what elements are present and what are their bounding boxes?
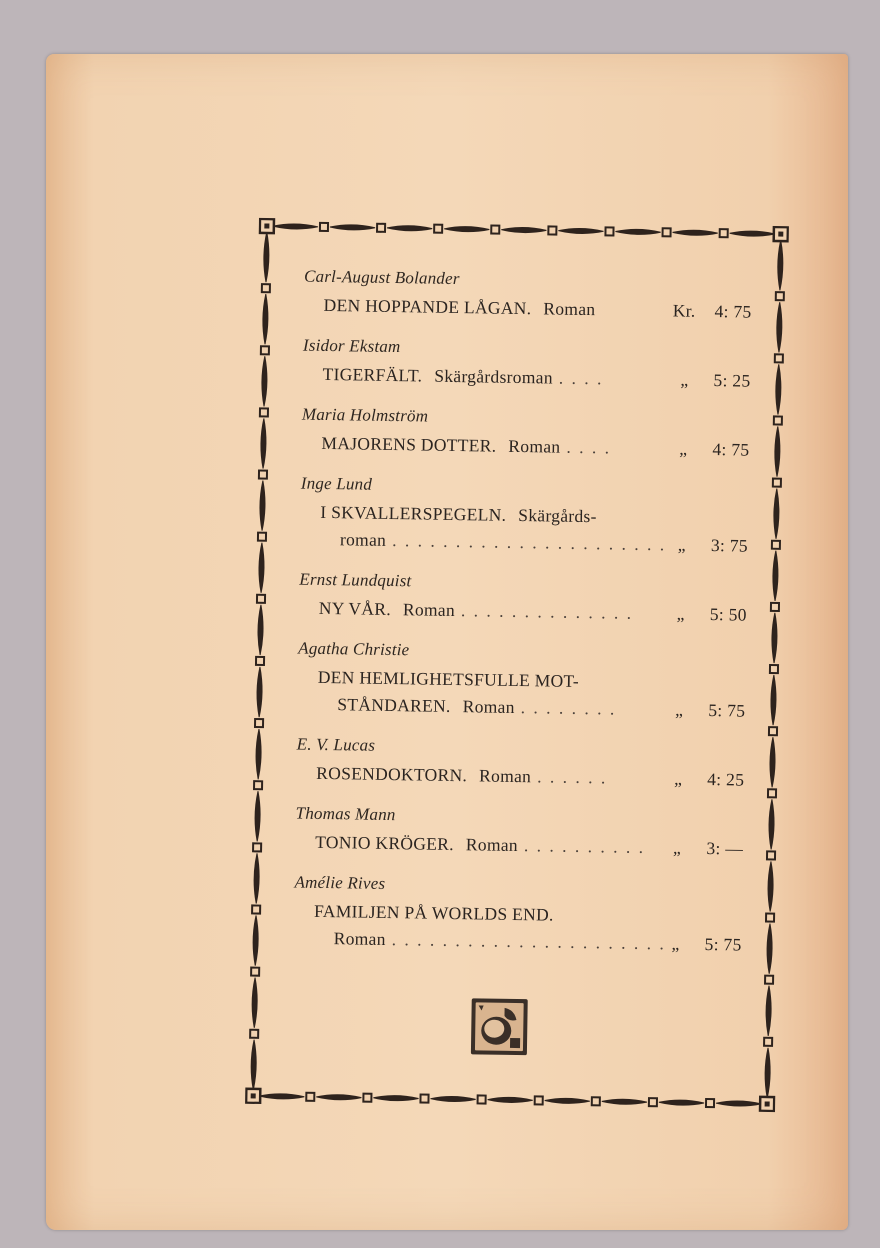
ditto-mark: „: [674, 768, 683, 789]
catalog-list: [293, 267, 752, 976]
ornamental-frame: [245, 218, 789, 1112]
leader-dots: . . . .: [566, 436, 612, 458]
catalog-entry: [302, 336, 751, 392]
catalog-entry: [303, 267, 752, 323]
ditto-mark: „: [672, 837, 682, 858]
book-genre: Roman: [465, 834, 519, 856]
catalog-entry: [296, 735, 745, 791]
book-price: 3: 75: [710, 535, 749, 556]
leader-dots: . . . . . . . . . . . . . . . . . . . . . .: [391, 929, 666, 954]
book-title: TIGERFÄLT.: [322, 363, 423, 386]
author-name: Agatha Christie: [298, 638, 410, 660]
book-title: TONIO KRÖGER.: [315, 831, 455, 855]
book-genre: Roman: [402, 599, 456, 621]
book-genre: Skärgårds-: [518, 505, 597, 527]
publisher-emblem-icon: [470, 997, 529, 1056]
author-name: Ernst Lundquist: [299, 569, 412, 591]
book-price: 4: 75: [712, 439, 750, 460]
leader-dots: . . . . . . . .: [520, 697, 617, 719]
book-title: ROSENDOKTORN.: [316, 762, 468, 786]
leader-dots: . . . . . . . . . . . . . . . . . . . . . .: [392, 530, 667, 555]
author-name: Thomas Mann: [295, 803, 396, 825]
book-price: 4: 25: [707, 769, 745, 790]
ditto-mark: „: [671, 933, 680, 954]
author-name: E. V. Lucas: [296, 734, 376, 755]
leader-dots: . . . .: [558, 367, 604, 389]
leader-dots: . . . . . . . . . .: [523, 835, 646, 858]
book-title: MAJORENS DOTTER.: [321, 432, 497, 456]
book-genre: Roman: [478, 765, 532, 787]
catalog-entry: [299, 570, 748, 626]
leader-dots: . . . . . . . . . . . . . .: [460, 600, 634, 623]
book-genre: Roman: [508, 435, 561, 457]
book-title: DEN HOPPANDE LÅGAN.: [323, 294, 532, 319]
book-genre: Skärgårdsroman: [434, 365, 554, 388]
ditto-mark: „: [679, 438, 688, 459]
book-genre: Roman: [543, 298, 596, 320]
book-price: 5: 75: [704, 933, 742, 955]
book-genre: Roman: [333, 928, 386, 949]
book-title: NY VÅR.: [318, 597, 392, 620]
book-title: FAMILJEN PÅ WORLDS END.: [313, 900, 554, 925]
ditto-mark: „: [677, 534, 687, 555]
book-title-continued: STÅNDAREN.: [337, 694, 451, 716]
ditto-mark: „: [680, 369, 689, 390]
ditto-mark: „: [675, 699, 684, 720]
currency-label: Kr.: [672, 300, 696, 321]
catalog-entry: [300, 474, 749, 557]
catalog-entry: [294, 873, 743, 956]
book-title: I SKVALLERSPEGELN.: [320, 501, 507, 525]
book-back-cover: [46, 54, 848, 1230]
catalog-entry: [295, 804, 744, 860]
book-price: 5: 25: [713, 370, 751, 391]
book-price: 4: 75: [714, 301, 752, 322]
book-price: 3: —: [706, 837, 744, 859]
book-price: 5: 50: [709, 604, 747, 625]
author-name: Amélie Rives: [294, 872, 386, 893]
author-name: Carl-August Bolander: [303, 266, 460, 289]
book-genre: Roman: [462, 696, 515, 717]
book-genre-continued: roman: [339, 529, 387, 550]
book-price: 5: 75: [708, 700, 746, 721]
book-title: DEN HEMLIGHETSFULLE MOT-: [317, 666, 580, 691]
ditto-mark: „: [676, 603, 685, 624]
catalog-entry: [297, 639, 746, 722]
author-name: Inge Lund: [300, 473, 373, 494]
author-name: Maria Holmström: [301, 404, 429, 426]
catalog-entry: [301, 405, 750, 461]
leader-dots: . . . . . .: [537, 766, 608, 788]
author-name: Isidor Ekstam: [302, 335, 401, 357]
